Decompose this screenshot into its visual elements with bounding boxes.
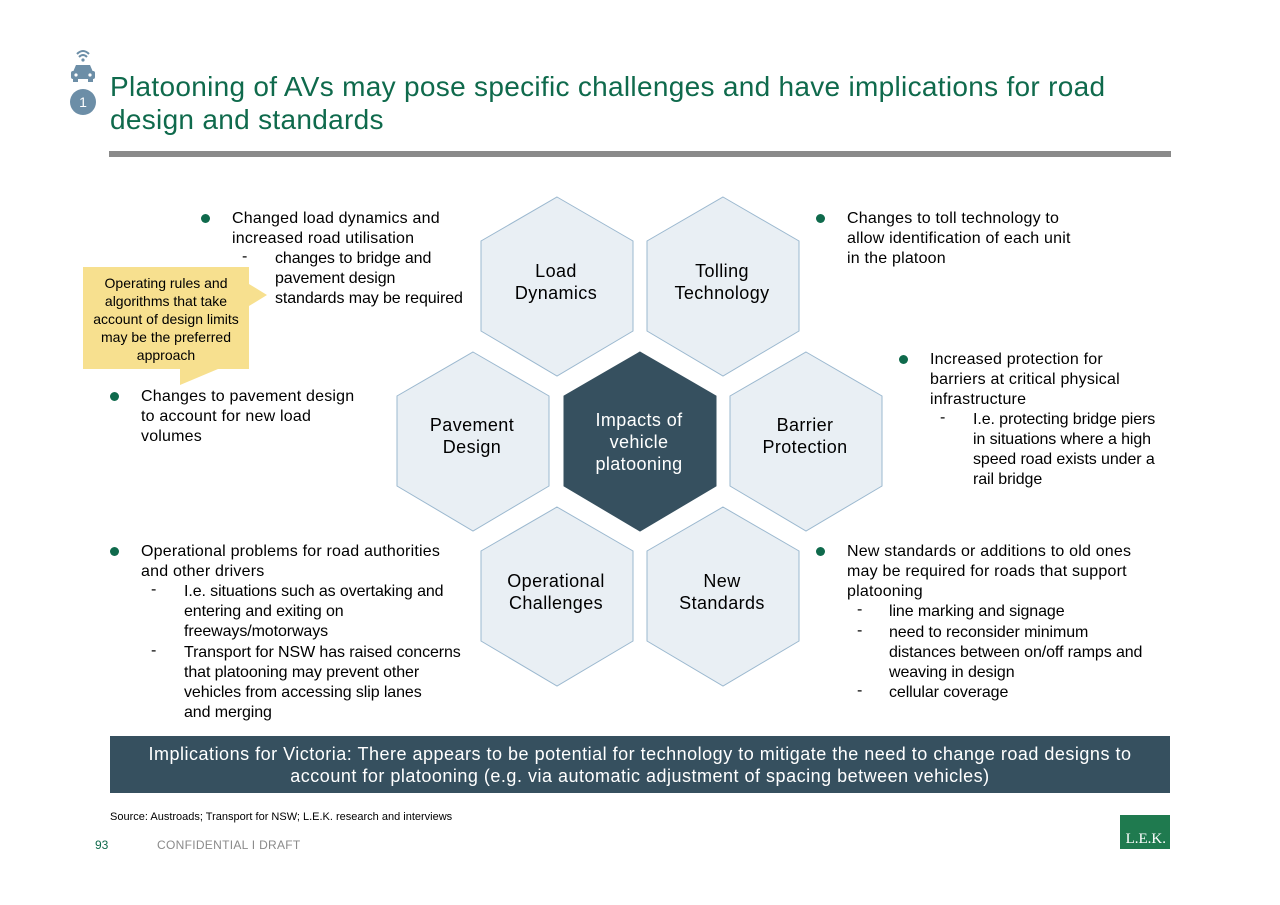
bullet-dot [110,392,119,401]
implications-banner [110,736,1170,793]
source-note: Source: Austroads; Transport for NSW; L.E.K. research and interviews [110,811,453,823]
load-dynamics-sub: changes to bridge and pavement design standards may be required [275,250,463,307]
page-number: 93 [95,838,109,852]
confidential-label: CONFIDENTIAL I DRAFT [157,838,301,852]
bullet-dot [201,214,210,223]
standards-sub-1: line marking and signage [889,603,1065,620]
standards-bullet: New standards or additions to old ones may be required for roads that support platooning [847,543,1132,600]
sub-dash: - [857,622,863,639]
bullet-dot [110,547,119,556]
bullet-dot [816,214,825,223]
sub-dash: - [151,581,157,598]
sub-dash: - [857,682,863,699]
standards-sub-2: need to reconsider minimum distances between on/off ramps and weaving in design [889,624,1143,681]
hex-label-new-standards: New Standards [679,571,765,613]
banner-line-1: Implications for Victoria: There appears to be potential for technology to mitigate the need to change road designs to [148,743,1132,764]
barrier-bullet: Increased protection for barriers at critical physical infrastructure [930,351,1120,408]
operational-sub-1: I.e. situations such as overtaking and entering and exiting on freeways/motorways [184,583,444,640]
pavement-bullet: Changes to pavement design to account for new load volumes [141,388,355,445]
hex-label-tolling-technology: Tolling Technology [674,261,770,303]
sub-dash: - [151,642,157,659]
bullet-dot [899,355,908,364]
tolling-bullet: Changes to toll technology to allow identification of each unit in the platoon [847,210,1071,267]
lek-logo: L.E.K. [1120,815,1170,849]
callout-pointer-down [180,369,218,385]
hex-label-center: Impacts of vehicle platooning [595,410,683,474]
hex-label-barrier-protection: Barrier Protection [762,415,848,457]
section-number-badge: 1 [70,89,96,115]
callout-pointer-right [249,284,267,306]
standards-sub-3: cellular coverage [889,684,1009,701]
barrier-sub: I.e. protecting bridge piers in situations where a high speed road exists under a rail bridge [973,411,1156,488]
bullet-dot [816,547,825,556]
callout-text: Operating rules and algorithms that take account of design limits may be the preferred approach [93,275,239,363]
sub-dash: - [242,248,248,265]
sub-dash: - [940,409,946,426]
load-dynamics-bullet: Changed load dynamics and increased road utilisation [232,210,440,247]
hex-label-pavement-design: Pavement Design [429,415,515,457]
hex-label-load-dynamics: Load Dynamics [514,261,598,303]
operational-sub-2: Transport for NSW has raised concerns that platooning may prevent other vehicles from accessing slip lanes and merging [184,644,461,721]
page-title: Platooning of AVs may pose specific challenges and have implications for road design and standards [110,71,1106,135]
sub-dash: - [857,601,863,618]
banner-line-2: account for platooning (e.g. via automatic adjustment of spacing between vehicles) [290,765,990,786]
operational-bullet: Operational problems for road authorities and other drivers [141,543,441,580]
hex-label-operational-challenges: Operational Challenges [507,571,605,613]
